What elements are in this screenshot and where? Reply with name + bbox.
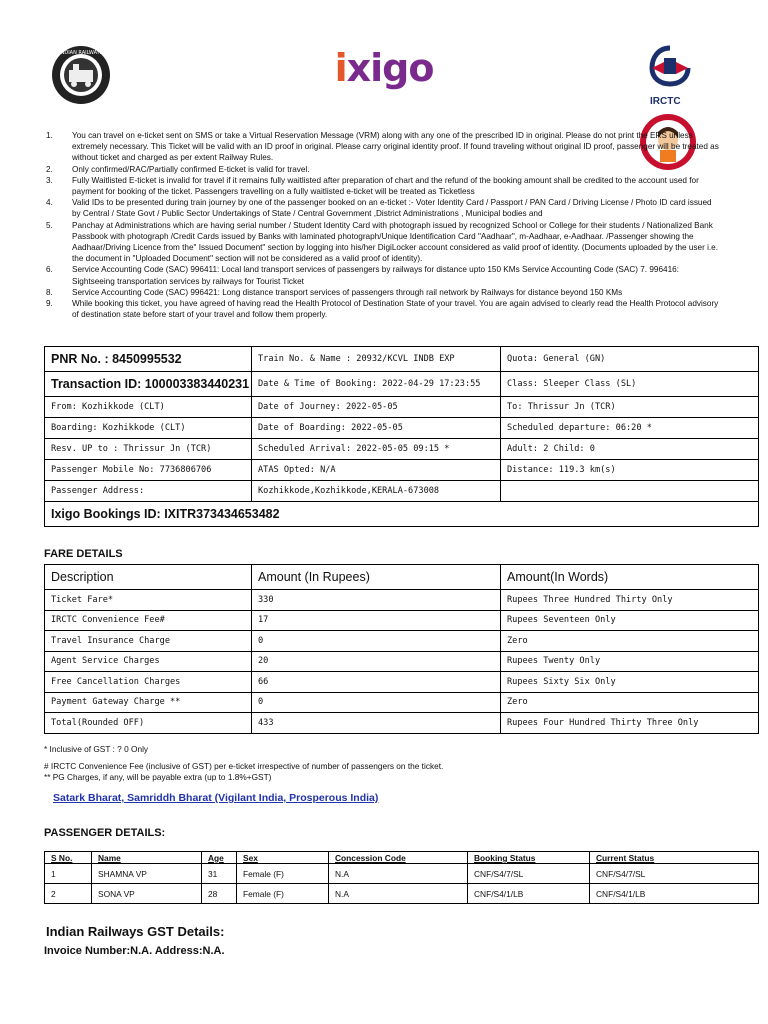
table-row	[45, 397, 759, 418]
pax-sno: 1	[45, 864, 92, 884]
instruction-item	[40, 220, 720, 265]
address-label: Passenger Address:	[45, 481, 252, 502]
instruction-item	[40, 130, 720, 164]
instruction-text: Only confirmed/RAC/Partially confirmed E-ticket is valid for travel.	[72, 164, 310, 174]
convenience-fee-footnote: # IRCTC Convenience Fee (inclusive of GST) per e-ticket irrespective of number of passengers on the ticket.	[44, 761, 444, 771]
table-row	[45, 481, 759, 502]
fare-words: Zero	[501, 692, 759, 713]
table-row	[45, 439, 759, 460]
journey-date: Date of Journey: 2022-05-05	[252, 397, 501, 418]
instruction-item	[40, 164, 720, 175]
pax-concession: N.A	[329, 884, 468, 904]
svg-text:INDIAN RAILWAYS: INDIAN RAILWAYS	[59, 50, 103, 56]
table-row	[45, 590, 759, 611]
pax-sex: Female (F)	[237, 864, 329, 884]
instruction-text: While booking this ticket, you have agreed of having read the Health Protocol of Destination State of your travel. You are again advised to clearly read the Health Protocol advisory of destination state before start of your travel and follow them properly.	[72, 299, 719, 320]
instruction-number: 6.	[46, 265, 53, 275]
ticket-instructions-list	[40, 130, 720, 320]
fare-words: Rupees Four Hundred Thirty Three Only	[501, 713, 759, 734]
distance: Distance: 119.3 km(s)	[501, 460, 759, 481]
fare-amount: 66	[252, 672, 501, 693]
fare-description: Ticket Fare*	[45, 590, 252, 611]
vigilance-slogan-link[interactable]: Satark Bharat, Samriddh Bharat (Vigilant India, Prosperous India)	[53, 792, 379, 804]
passenger-table	[44, 851, 759, 904]
ixigo-logo-i: i	[334, 46, 347, 90]
scheduled-arrival: Scheduled Arrival: 2022-05-05 09:15 *	[252, 439, 501, 460]
fare-description: Free Cancellation Charges	[45, 672, 252, 693]
instruction-number: 3.	[46, 175, 53, 185]
instruction-item	[40, 287, 720, 298]
fare-words: Zero	[501, 631, 759, 652]
boarding-date: Date of Boarding: 2022-05-05	[252, 418, 501, 439]
instruction-number: 9.	[46, 299, 53, 309]
instruction-item	[40, 264, 720, 286]
gst-footnote: * Inclusive of GST : ? 0 Only	[44, 744, 149, 754]
pax-header-age: Age	[202, 852, 237, 864]
train-name: Train No. & Name : 20932/KCVL INDB EXP	[252, 347, 501, 372]
instruction-number: 2.	[46, 164, 53, 174]
pax-sex: Female (F)	[237, 884, 329, 904]
instruction-number: 8.	[46, 287, 53, 297]
booking-info-table	[44, 346, 759, 527]
fare-words: Rupees Sixty Six Only	[501, 672, 759, 693]
instruction-text: Fully Waitlisted E-ticket is invalid for travel if it remains fully waitlisted after preparation of chart and the refund of the booking amount shall be credited to the account used for payment for booking of the ticket. Passengers travelling on a fully waitlisted e-ticket will be treated as Ticketless	[72, 175, 699, 197]
pax-header-sno: S No.	[45, 852, 92, 864]
table-row	[45, 884, 759, 904]
pax-concession: N.A	[329, 864, 468, 884]
passenger-details-title: PASSENGER DETAILS:	[44, 827, 166, 839]
pg-charges-footnote: ** PG Charges, if any, will be payable extra (up to 1.8%+GST)	[44, 772, 272, 782]
ixigo-logo-rest: xigo	[346, 46, 434, 90]
irctc-logo-icon	[648, 44, 692, 104]
transaction-id: Transaction ID: 100003383440231	[45, 372, 252, 397]
fare-amount: 20	[252, 651, 501, 672]
irctc-label: IRCTC	[650, 96, 681, 107]
from-station: From: Kozhikkode (CLT)	[45, 397, 252, 418]
pax-current-status: CNF/S4/1/LB	[590, 884, 759, 904]
passenger-count: Adult: 2 Child: 0	[501, 439, 759, 460]
pax-name: SHAMNA VP	[92, 864, 202, 884]
fare-header-description: Description	[45, 565, 252, 590]
table-row	[45, 610, 759, 631]
ixigo-booking-id: Ixigo Bookings ID: IXITR373434653482	[45, 502, 759, 527]
gst-details-title: Indian Railways GST Details:	[46, 924, 225, 939]
pax-header-current-status: Current Status	[590, 852, 759, 864]
pax-age: 28	[202, 884, 237, 904]
fare-header-amount: Amount (In Rupees)	[252, 565, 501, 590]
fare-amount: 433	[252, 713, 501, 734]
pnr-number: PNR No. : 8450995532	[45, 347, 252, 372]
table-row	[45, 864, 759, 884]
table-row	[45, 372, 759, 397]
instruction-item	[40, 298, 720, 320]
table-row	[45, 502, 759, 527]
pax-header-name: Name	[92, 852, 202, 864]
travel-class: Class: Sleeper Class (SL)	[501, 372, 759, 397]
invoice-address-line: Invoice Number:N.A. Address:N.A.	[44, 945, 225, 957]
fare-amount: 17	[252, 610, 501, 631]
instruction-item	[40, 197, 720, 219]
passenger-mobile: Passenger Mobile No: 7736806706	[45, 460, 252, 481]
pax-sno: 2	[45, 884, 92, 904]
table-row	[45, 651, 759, 672]
pax-header-booking-status: Booking Status	[468, 852, 590, 864]
quota: Quota: General (GN)	[501, 347, 759, 372]
fare-description: Payment Gateway Charge **	[45, 692, 252, 713]
fare-description: Agent Service Charges	[45, 651, 252, 672]
instruction-number: 4.	[46, 198, 53, 208]
atas-opted: ATAS Opted: N/A	[252, 460, 501, 481]
table-row	[45, 713, 759, 734]
instruction-number: 1.	[46, 131, 53, 140]
pax-header-sex: Sex	[237, 852, 329, 864]
instruction-text: Panchay at Administrations which are having serial number / Student Identity Card with photograph issued by recognized School or College for their students / Nationalized Bank Passbook with photograph /Credit Cards issued by Banks with laminated photograph/Unique Identification Card "Aadhaar", m-Aadhaar, e-Aadhaar. /Passenger showing the Aadhaar/Driving Licence from the" Issued Document" section by logging into his/her DigiLocker account considered as valid proof of identity. (Documents uploaded by the user i.e. the document in "Uploaded Document" section will not be considered as a valid proof of identity).	[72, 220, 718, 264]
boarding-station: Boarding: Kozhikkode (CLT)	[45, 418, 252, 439]
booking-time: Date & Time of Booking: 2022-04-29 17:23:55	[252, 372, 501, 397]
table-row	[45, 672, 759, 693]
table-row	[45, 692, 759, 713]
pax-booking-status: CNF/S4/7/SL	[468, 864, 590, 884]
fare-table	[44, 564, 759, 734]
table-row	[45, 631, 759, 652]
table-header-row	[45, 565, 759, 590]
table-row	[45, 347, 759, 372]
pax-booking-status: CNF/S4/1/LB	[468, 884, 590, 904]
table-row	[45, 460, 759, 481]
pax-age: 31	[202, 864, 237, 884]
table-header-row	[45, 852, 759, 864]
fare-description: Total(Rounded OFF)	[45, 713, 252, 734]
reservation-upto: Resv. UP to : Thrissur Jn (TCR)	[45, 439, 252, 460]
instruction-item	[40, 175, 720, 197]
pax-header-concession: Concession Code	[329, 852, 468, 864]
pax-current-status: CNF/S4/7/SL	[590, 864, 759, 884]
empty-cell	[501, 481, 759, 502]
fare-description: IRCTC Convenience Fee#	[45, 610, 252, 631]
instruction-text: You can travel on e-ticket sent on SMS or take a Virtual Reservation Message (VRM) along with any one of the prescribed ID in original. Please do not print the ERS unless extremely necessary. This Ticket will be valid with an ID proof in original. Please carry original identity proof. If found traveling without original ID proof, passenger will be treated as without ticket and charged as per extent Railway Rules.	[72, 131, 719, 163]
fare-details-title: FARE DETAILS	[44, 548, 123, 560]
table-row	[45, 418, 759, 439]
address-value: Kozhikkode,Kozhikkode,KERALA-673008	[252, 481, 501, 502]
instruction-number: 5.	[46, 220, 53, 230]
fare-words: Rupees Twenty Only	[501, 651, 759, 672]
fare-amount: 0	[252, 692, 501, 713]
instruction-text: Service Accounting Code (SAC) 996411: Local land transport services of passengers by railways for distance upto 150 KMs Service Accounting Code (SAC) 7. 996416: Sightseeing transportation services by railways for Tourist Ticket	[72, 265, 679, 286]
fare-header-words: Amount(In Words)	[501, 565, 759, 590]
fare-amount: 0	[252, 631, 501, 652]
scheduled-departure: Scheduled departure: 06:20 *	[501, 418, 759, 439]
fare-description: Travel Insurance Charge	[45, 631, 252, 652]
instruction-text: Service Accounting Code (SAC) 996421: Long distance transport services of passengers through rail network by Railways for distance beyond 150 KMs	[72, 287, 623, 297]
fare-amount: 330	[252, 590, 501, 611]
fare-words: Rupees Three Hundred Thirty Only	[501, 590, 759, 611]
pax-name: SONA VP	[92, 884, 202, 904]
to-station: To: Thrissur Jn (TCR)	[501, 397, 759, 418]
fare-words: Rupees Seventeen Only	[501, 610, 759, 631]
instruction-text: Valid IDs to be presented during train journey by one of the passenger booked on an e-ticket :- Voter Identity Card / Passport / PAN Card / Driving License / Photo ID card issued by Central / State Govt / Public Sector Undertakings of State / Central Government ,District Administrations , Municipal bodies and	[72, 198, 712, 219]
